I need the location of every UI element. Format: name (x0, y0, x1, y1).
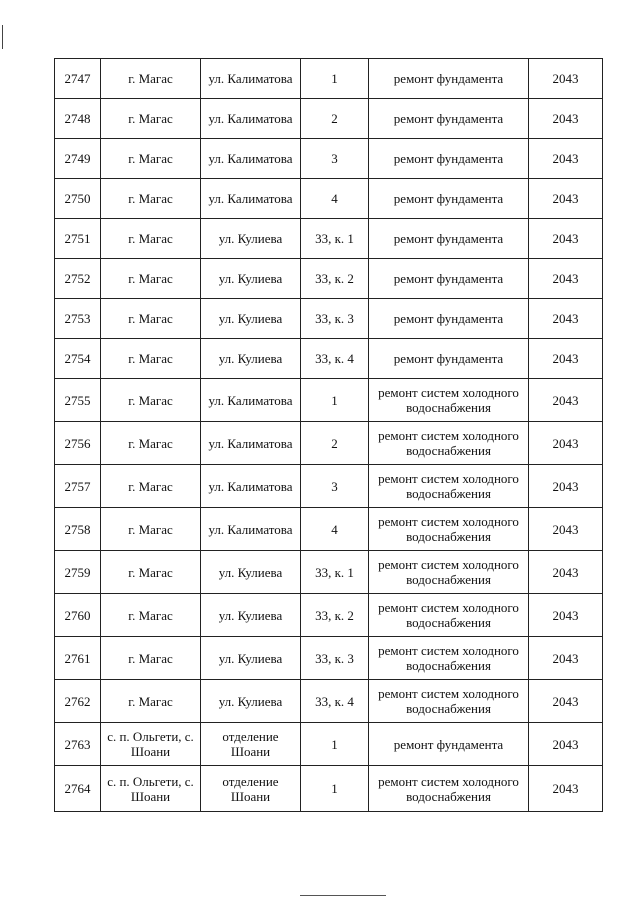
work-type-cell (369, 379, 529, 422)
city-cell: г. Магас (101, 59, 201, 99)
city-cell: г. Магас (101, 465, 201, 508)
city-cell: с. п. Ольгети, с. Шоани (101, 723, 201, 766)
table-row (55, 139, 603, 179)
street-cell (201, 59, 301, 99)
work-type-cell-line: ремонт фундамента (393, 736, 504, 752)
work-type-cell (369, 551, 529, 594)
table-body (55, 59, 603, 812)
work-type-cell-line: ремонт систем холодного (378, 557, 519, 572)
table-row (55, 299, 603, 339)
street-cell-line: ул. Калиматова (208, 521, 293, 537)
table-row (55, 179, 603, 219)
work-type-cell-line: водоснабжения (406, 400, 491, 415)
house-cell: 2 (301, 422, 369, 465)
work-type-cell (369, 766, 529, 812)
street-cell-line: ул. Кулиева (218, 564, 283, 580)
row-number: 2747 (55, 59, 101, 99)
row-number: 2762 (55, 680, 101, 723)
row-number: 2760 (55, 594, 101, 637)
street-cell (201, 594, 301, 637)
house-cell: 4 (301, 508, 369, 551)
street-cell-line: отделение (222, 773, 279, 789)
work-type-cell-line: ремонт фундамента (393, 191, 504, 206)
house-cell: 33, к. 3 (301, 299, 369, 339)
work-type-cell-line: ремонт систем холодного (378, 643, 519, 658)
work-type-cell-line: ремонт фундамента (393, 351, 504, 366)
street-cell-line: Шоани (230, 744, 271, 759)
work-type-cell-line: водоснабжения (406, 615, 491, 630)
year-cell: 2043 (529, 299, 603, 339)
work-type-cell-line: ремонт систем холодного (378, 428, 519, 443)
work-type-cell-line: ремонт фундамента (393, 71, 504, 86)
house-cell: 33, к. 4 (301, 339, 369, 379)
street-cell-line: ул. Кулиева (218, 231, 283, 246)
work-type-cell-line: ремонт систем холодного (378, 514, 519, 529)
street-cell (201, 139, 301, 179)
street-cell (201, 422, 301, 465)
street-cell (201, 766, 301, 812)
work-type-cell (369, 422, 529, 465)
street-cell (201, 723, 301, 766)
table-row (55, 99, 603, 139)
page-bottom-mark (300, 895, 386, 896)
row-number: 2751 (55, 219, 101, 259)
year-cell: 2043 (529, 680, 603, 723)
year-cell: 2043 (529, 219, 603, 259)
street-cell (201, 259, 301, 299)
work-type-cell (369, 594, 529, 637)
row-number: 2756 (55, 422, 101, 465)
work-type-cell-line: водоснабжения (406, 658, 491, 673)
work-type-cell-line: ремонт фундамента (393, 151, 504, 166)
city-cell: г. Магас (101, 422, 201, 465)
city-cell: г. Магас (101, 379, 201, 422)
work-type-cell (369, 508, 529, 551)
city-cell: г. Магас (101, 339, 201, 379)
house-cell: 33, к. 1 (301, 219, 369, 259)
work-type-cell (369, 99, 529, 139)
row-number: 2754 (55, 339, 101, 379)
work-type-cell (369, 680, 529, 723)
city-cell: г. Магас (101, 594, 201, 637)
table-row (55, 637, 603, 680)
house-cell: 33, к. 1 (301, 551, 369, 594)
street-cell (201, 680, 301, 723)
street-cell-line: ул. Калиматова (208, 392, 293, 408)
year-cell: 2043 (529, 723, 603, 766)
work-type-cell (369, 219, 529, 259)
table-row (55, 59, 603, 99)
row-number: 2759 (55, 551, 101, 594)
year-cell: 2043 (529, 379, 603, 422)
street-cell-line: ул. Кулиева (218, 693, 283, 709)
street-cell-line: Шоани (230, 788, 271, 804)
work-type-cell-line: ремонт фундамента (393, 271, 504, 286)
work-type-cell (369, 637, 529, 680)
city-cell: г. Магас (101, 179, 201, 219)
year-cell: 2043 (529, 179, 603, 219)
work-type-cell-line: ремонт систем холодного (378, 773, 519, 789)
work-type-cell (369, 259, 529, 299)
work-type-cell-line: водоснабжения (406, 788, 491, 804)
house-cell: 33, к. 4 (301, 680, 369, 723)
street-cell-line: ул. Калиматова (208, 71, 293, 86)
row-number: 2757 (55, 465, 101, 508)
work-type-cell-line: водоснабжения (406, 529, 491, 544)
city-cell: г. Магас (101, 219, 201, 259)
year-cell: 2043 (529, 766, 603, 812)
street-cell-line: ул. Калиматова (208, 191, 293, 206)
row-number: 2764 (55, 766, 101, 812)
street-cell (201, 99, 301, 139)
street-cell (201, 219, 301, 259)
table-row (55, 680, 603, 723)
house-cell: 33, к. 2 (301, 594, 369, 637)
street-cell-line: ул. Кулиева (218, 650, 283, 666)
table-row (55, 259, 603, 299)
city-cell: г. Магас (101, 259, 201, 299)
row-number: 2755 (55, 379, 101, 422)
street-cell-line: ул. Калиматова (208, 151, 293, 166)
year-cell: 2043 (529, 551, 603, 594)
work-type-cell (369, 139, 529, 179)
street-cell-line: ул. Кулиева (218, 311, 283, 326)
year-cell: 2043 (529, 465, 603, 508)
margin-mark (2, 25, 3, 49)
house-cell: 1 (301, 766, 369, 812)
street-cell-line: ул. Калиматова (208, 111, 293, 126)
work-type-cell-line: водоснабжения (406, 572, 491, 587)
work-type-cell (369, 299, 529, 339)
city-cell: г. Магас (101, 508, 201, 551)
year-cell: 2043 (529, 422, 603, 465)
work-type-cell-line: ремонт систем холодного (378, 686, 519, 701)
work-type-cell (369, 59, 529, 99)
year-cell: 2043 (529, 637, 603, 680)
work-type-cell-line: ремонт фундамента (393, 311, 504, 326)
street-cell (201, 551, 301, 594)
work-type-cell-line: ремонт фундамента (393, 111, 504, 126)
table-row (55, 339, 603, 379)
work-type-cell-line: водоснабжения (406, 486, 491, 501)
work-type-cell-line: водоснабжения (406, 701, 491, 716)
row-number: 2763 (55, 723, 101, 766)
table-row (55, 766, 603, 812)
house-cell: 4 (301, 179, 369, 219)
table-row (55, 551, 603, 594)
city-cell: г. Магас (101, 680, 201, 723)
work-type-cell (369, 723, 529, 766)
house-cell: 33, к. 3 (301, 637, 369, 680)
table-row (55, 723, 603, 766)
table-row (55, 508, 603, 551)
work-type-cell-line: водоснабжения (406, 443, 491, 458)
row-number: 2749 (55, 139, 101, 179)
row-number: 2753 (55, 299, 101, 339)
table-row (55, 465, 603, 508)
year-cell: 2043 (529, 339, 603, 379)
city-cell: г. Магас (101, 551, 201, 594)
row-number: 2748 (55, 99, 101, 139)
house-cell: 33, к. 2 (301, 259, 369, 299)
table-row (55, 594, 603, 637)
work-type-cell (369, 179, 529, 219)
work-type-cell-line: ремонт систем холодного (378, 471, 519, 486)
street-cell (201, 508, 301, 551)
city-cell: г. Магас (101, 299, 201, 339)
street-cell (201, 379, 301, 422)
work-type-cell-line: ремонт фундамента (393, 231, 504, 246)
house-cell: 2 (301, 99, 369, 139)
house-cell: 1 (301, 59, 369, 99)
row-number: 2761 (55, 637, 101, 680)
house-cell: 3 (301, 139, 369, 179)
house-cell: 3 (301, 465, 369, 508)
table-row (55, 422, 603, 465)
street-cell (201, 339, 301, 379)
street-cell-line: ул. Кулиева (218, 351, 283, 366)
year-cell: 2043 (529, 508, 603, 551)
table-row (55, 219, 603, 259)
street-cell (201, 637, 301, 680)
house-cell: 1 (301, 723, 369, 766)
city-cell: г. Магас (101, 99, 201, 139)
row-number: 2750 (55, 179, 101, 219)
street-cell (201, 179, 301, 219)
year-cell: 2043 (529, 99, 603, 139)
street-cell-line: ул. Кулиева (218, 271, 283, 286)
city-cell: с. п. Ольгети, с. Шоани (101, 766, 201, 812)
street-cell-line: ул. Калиматова (208, 478, 293, 494)
street-cell (201, 299, 301, 339)
work-type-cell-line: ремонт систем холодного (378, 385, 519, 400)
work-type-cell (369, 465, 529, 508)
repair-schedule-table (54, 58, 603, 812)
row-number: 2752 (55, 259, 101, 299)
street-cell-line: ул. Кулиева (218, 607, 283, 623)
work-type-cell (369, 339, 529, 379)
year-cell: 2043 (529, 59, 603, 99)
year-cell: 2043 (529, 594, 603, 637)
row-number: 2758 (55, 508, 101, 551)
street-cell (201, 465, 301, 508)
year-cell: 2043 (529, 139, 603, 179)
city-cell: г. Магас (101, 637, 201, 680)
city-cell: г. Магас (101, 139, 201, 179)
year-cell: 2043 (529, 259, 603, 299)
table-row (55, 379, 603, 422)
street-cell-line: отделение (222, 729, 279, 744)
house-cell: 1 (301, 379, 369, 422)
work-type-cell-line: ремонт систем холодного (378, 600, 519, 615)
street-cell-line: ул. Калиматова (208, 435, 293, 451)
